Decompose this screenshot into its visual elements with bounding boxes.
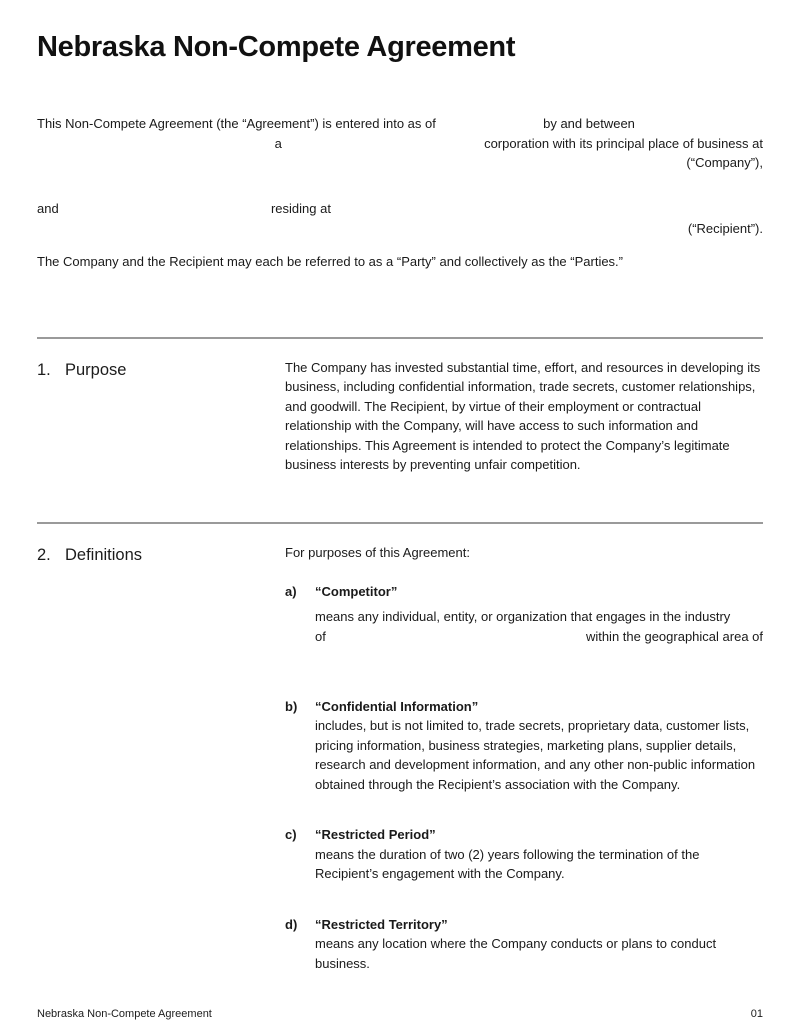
definition-body: means any location where the Company conducts or plans to conduct business. xyxy=(315,936,717,971)
definition-content xyxy=(315,825,763,884)
section-divider xyxy=(37,522,763,524)
intro-text: and xyxy=(37,201,59,216)
company-name-blank-field xyxy=(66,146,271,148)
section-heading: Definitions xyxy=(65,545,143,564)
footer-document-title: Nebraska Non-Compete Agreement xyxy=(37,1008,212,1020)
section-heading-group xyxy=(37,543,285,974)
intro-line-company xyxy=(37,134,763,154)
intro-line-recipient xyxy=(37,199,763,219)
definition-text: within the geographical area of xyxy=(585,628,763,644)
intro-text: by and between xyxy=(543,116,635,131)
definition-item-restricted-territory xyxy=(285,915,763,974)
effective-date-blank-field xyxy=(439,126,539,128)
recipient-name-blank-field xyxy=(62,211,267,213)
definition-term: “Restricted Period” xyxy=(315,827,436,842)
definition-label: d) xyxy=(285,916,298,932)
section-number: 2. xyxy=(37,545,51,564)
intro-paragraph xyxy=(37,114,763,272)
intro-text: a xyxy=(274,135,282,151)
definition-body: means the duration of two (2) years following the termination of the Recipient’s engagement with the Company. xyxy=(315,846,700,881)
footer-page-number: 01 xyxy=(750,1008,763,1020)
page-footer xyxy=(37,1007,763,1021)
definition-body: includes, but is not limited to, trade secrets, proprietary data, customer lists, pricing information, business strategies, marketing plans, supplier details, research and development information, and any other non-public information obtained through the Recipient’s association with the Company. xyxy=(315,718,756,792)
section-body xyxy=(285,543,763,974)
definition-body xyxy=(315,607,763,666)
definition-body-line xyxy=(315,646,763,666)
definition-text: means any individual, entity, or organization that engages in the industry xyxy=(315,609,731,624)
section-divider xyxy=(37,337,763,339)
definition-content xyxy=(315,697,763,795)
section-number: 1. xyxy=(37,360,51,379)
intro-line-effective-date xyxy=(37,114,763,134)
intro-line-recipient-address xyxy=(37,219,763,239)
definition-label: c) xyxy=(285,827,297,842)
geographical-area-blank-field xyxy=(315,658,755,660)
definition-item-restricted-period xyxy=(285,825,763,884)
definition-label: a) xyxy=(285,583,297,599)
definition-item-confidential-information xyxy=(285,697,763,795)
recipient-label: (“Recipient”). xyxy=(687,220,763,236)
industry-blank-field xyxy=(326,627,586,629)
definition-body-line xyxy=(315,627,763,647)
intro-text: residing at xyxy=(270,201,331,216)
definition-text: of xyxy=(315,628,326,644)
state-of-incorporation-blank-field xyxy=(285,146,480,148)
document-title: Nebraska Non-Compete Agreement xyxy=(37,31,516,63)
section-heading-group xyxy=(37,358,285,475)
definition-content xyxy=(315,915,763,974)
purpose-body-text: The Company has invested substantial time, effort, and resources in developing its business, including confidential information, trade secrets, customer relationships, and goodwill. The Recipient, by virtue of their employment or contractual relationship with the Company, will have access to such information and relationships. This Agreement is intended to protect the Company’s legitimate business interests by preventing unfair competition. xyxy=(285,359,761,472)
parties-text: The Company and the Recipient may each be referred to as a “Party” and collectively as the “Parties.” xyxy=(37,254,624,269)
definition-term: “Restricted Territory” xyxy=(315,916,448,932)
definition-content xyxy=(315,582,763,666)
definitions-lead-text: For purposes of this Agreement: xyxy=(285,544,470,560)
definition-term: “Competitor” xyxy=(315,583,398,599)
intro-line-company-address xyxy=(37,153,763,173)
section-heading: Purpose xyxy=(65,360,127,379)
section-purpose xyxy=(37,358,763,475)
definition-term: “Confidential Information” xyxy=(315,698,479,714)
section-definitions xyxy=(37,543,763,974)
definition-label: b) xyxy=(285,698,298,714)
company-label: (“Company”), xyxy=(686,155,763,170)
intro-text: This Non-Compete Agreement (the “Agreement”) is entered into as of xyxy=(37,116,436,131)
definition-item-competitor xyxy=(285,582,763,666)
definition-body-line xyxy=(315,607,763,627)
section-body xyxy=(285,358,763,475)
intro-text: corporation with its principal place of business at xyxy=(484,135,763,151)
parties-line xyxy=(37,252,763,272)
